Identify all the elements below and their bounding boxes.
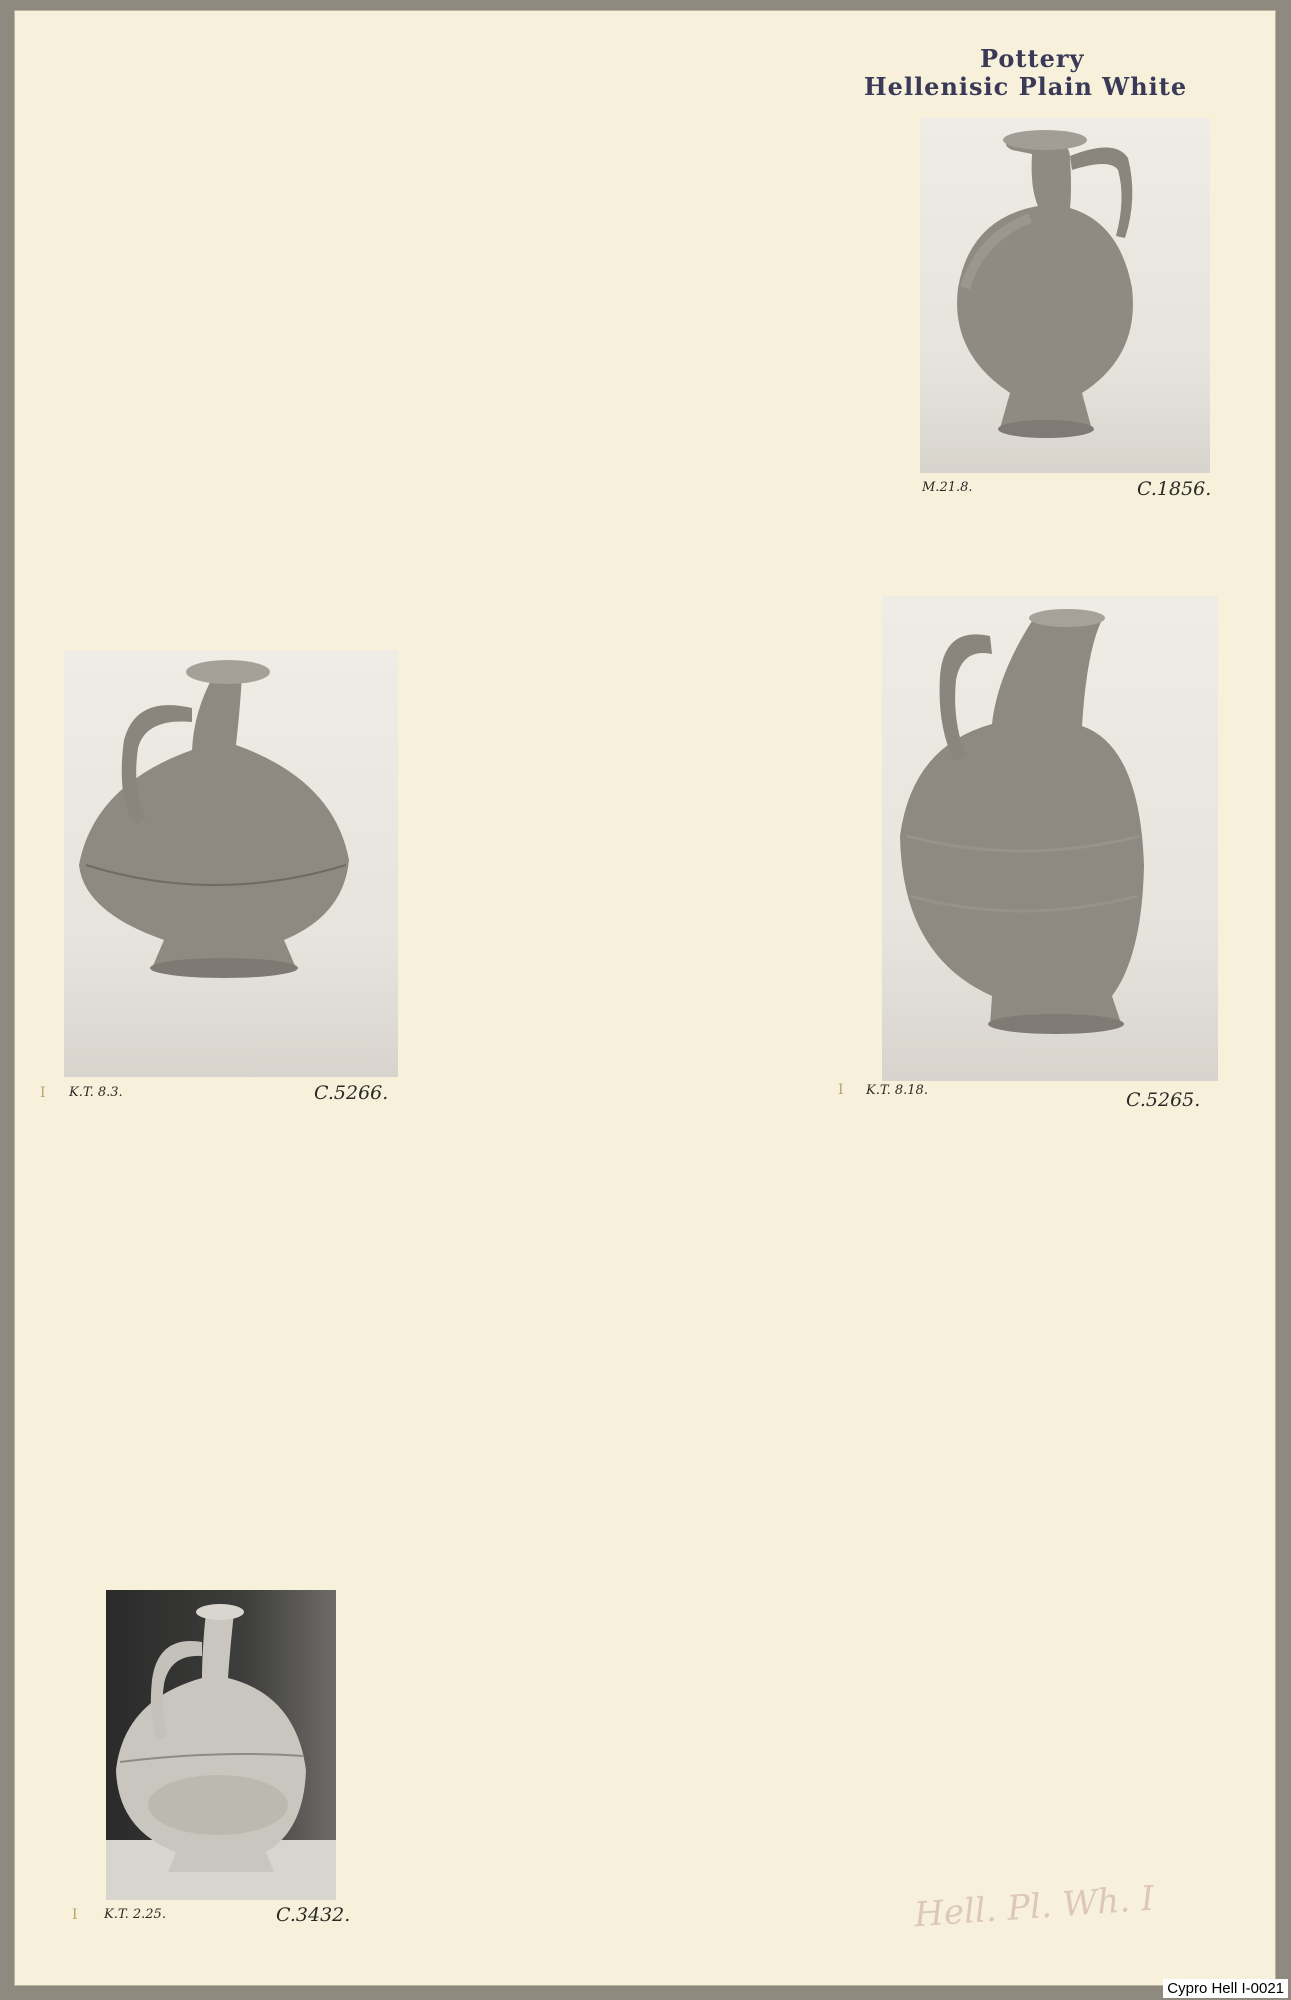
jug-4-image [106, 1590, 336, 1900]
item-2-accession: C.5266. [314, 1082, 389, 1104]
photo-jug-3 [882, 596, 1218, 1081]
item-3-mark: I [838, 1082, 844, 1098]
item-3-ref: K.T. 8.18. [866, 1083, 928, 1098]
stamp-subcategory: Hellenisic Plain White [864, 72, 1188, 101]
item-2-ref: K.T. 8.3. [69, 1085, 123, 1100]
mount-sheet [14, 10, 1276, 1986]
item-1-accession: C.1856. [1137, 478, 1212, 500]
item-4-accession: C.3432. [276, 1904, 351, 1926]
photo-jug-4 [106, 1590, 336, 1900]
item-1-ref: M.21.8. [922, 480, 973, 495]
item-4-mark: I [72, 1907, 78, 1923]
photo-jug-2 [64, 650, 398, 1077]
item-3-accession: C.5265. [1126, 1089, 1201, 1111]
item-2-mark: I [40, 1085, 46, 1101]
corner-id-label: Cypro Hell I-0021 [1163, 1979, 1288, 1998]
photo-jug-1 [920, 118, 1210, 473]
item-4-ref: K.T. 2.25. [104, 1907, 166, 1922]
jug-1-image [920, 118, 1210, 473]
pencil-note: Hell. Pl. Wh. I [912, 1878, 1156, 1936]
jug-2-image [64, 650, 398, 1077]
jug-3-image [882, 596, 1218, 1081]
stamp-category: Pottery [980, 44, 1085, 73]
